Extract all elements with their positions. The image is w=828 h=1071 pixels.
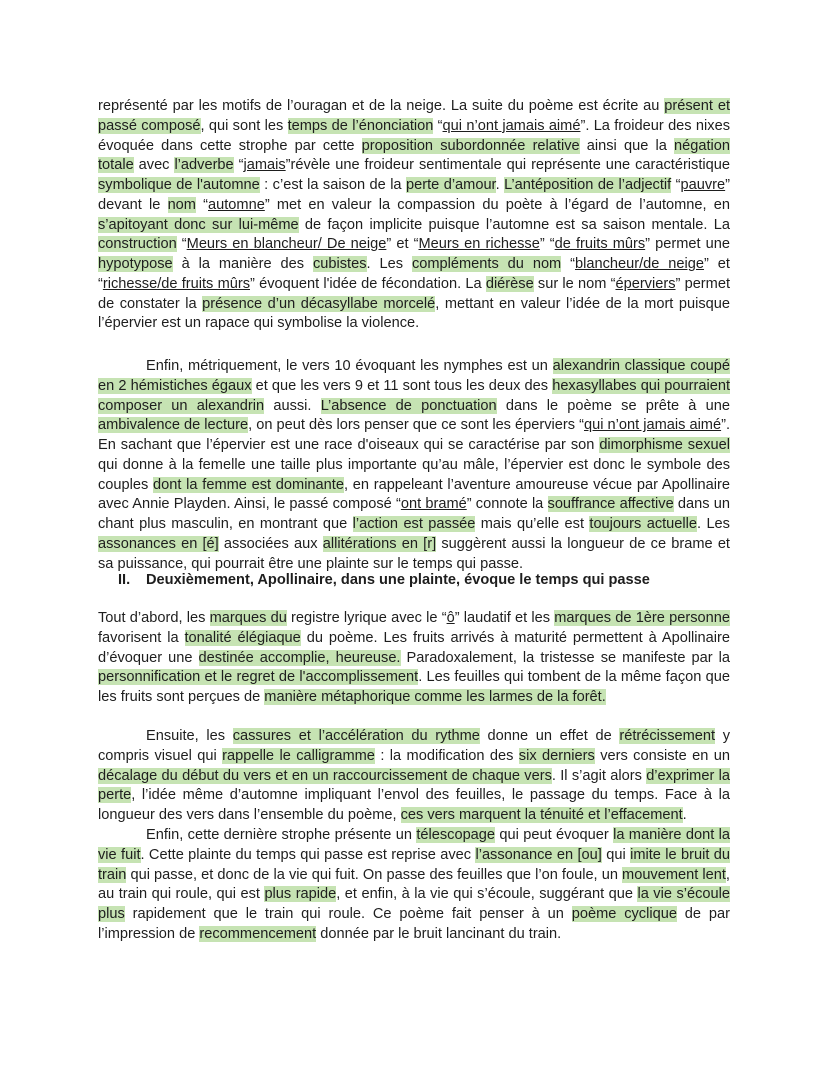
text-run: avec <box>133 157 175 174</box>
underlined-quote: éperviers <box>615 275 676 292</box>
text-run: . <box>682 807 687 823</box>
underlined-quote: jamais <box>243 157 286 174</box>
highlighted-text: souffrance affective <box>547 496 674 513</box>
text-run: de façon implicite puisque l’automne est sa saison mentale. La <box>298 216 730 233</box>
highlighted-text: présence d’un décasyllabe morcelé <box>202 295 436 312</box>
text-run: ” laudatif et les <box>454 610 555 626</box>
text-run: ” connote la <box>466 496 548 513</box>
highlighted-text: l’assonance en [ou] <box>475 846 602 863</box>
underlined-quote: pauvre <box>680 177 726 193</box>
text-run: : c’est la saison de la <box>259 177 406 193</box>
highlighted-text: plus rapide <box>264 886 337 903</box>
highlighted-text: marques du <box>209 610 287 626</box>
highlighted-text: ambivalence de lecture <box>98 417 249 434</box>
highlighted-text: télescopage <box>416 827 496 843</box>
highlighted-text: l’action est passée <box>352 516 476 532</box>
underlined-quote: richesse/de fruits mûrs <box>102 275 250 292</box>
text-run: ” et “ <box>98 256 730 292</box>
text-run: . Les <box>366 256 412 272</box>
text-run: ” évoquent l'idée de fécondation. La <box>250 275 486 292</box>
text-run: ”révèle une froideur sentimentale qui représente une caractéristique <box>285 157 730 174</box>
text-run: Enfin, cette dernière strophe présente un <box>146 827 417 843</box>
section-title: Deuxièmement, Apollinaire, dans une plainte, évoque le temps qui passe <box>146 572 650 588</box>
underlined-quote: qui n’ont jamais aimé <box>583 417 722 434</box>
text-run: dans un chant plus masculin, en montrant que <box>98 496 730 532</box>
highlighted-text: présent et passé composé <box>98 98 730 134</box>
highlighted-text: décalage du début du vers et en un raccourcissement de chaque vers <box>98 767 552 784</box>
text-run: : la modification des <box>374 747 519 764</box>
text-run: Ensuite, les <box>146 728 233 744</box>
text-run: “ <box>671 177 681 193</box>
highlighted-text: la vie s’écoule plus <box>98 886 730 922</box>
underlined-quote: qui n’ont jamais aimé <box>442 117 581 134</box>
highlighted-text: tonalité élégiaque <box>184 629 301 646</box>
text-run: , et enfin, à la vie qui s’écoule, suggérant que <box>336 886 638 903</box>
text-run: , en rappeleant l’aventure amoureuse vécue par Apollinaire avec Annie Playden. Ainsi, le passé composé “ <box>98 476 731 513</box>
text-run: ” devant le <box>98 177 731 213</box>
highlighted-text: L’antéposition de l’adjectif <box>504 177 672 193</box>
highlighted-text: six derniers <box>518 747 595 764</box>
text-run: Paradoxalement, la tristesse se manifeste par la <box>400 649 731 666</box>
text-run: à la manière des <box>172 256 313 272</box>
highlighted-text: allitérations en [r] <box>322 535 437 552</box>
text-run: registre lyrique avec le “ <box>286 610 447 626</box>
underlined-quote: ont bramé <box>400 496 467 513</box>
text-run: représenté par les motifs de l’ouragan et de la neige. La suite du poème est écrite au <box>98 98 665 114</box>
text-run: , qui sont les <box>200 117 288 134</box>
text-run: sur le nom “ <box>533 275 616 292</box>
highlighted-text: poème cyclique <box>571 906 677 922</box>
underlined-quote: blancheur/de neige <box>575 256 705 272</box>
text-run: rapidement que le train qui roule. Ce poème fait penser à un <box>124 906 572 922</box>
highlighted-text: cassures et l’accélération du rythme <box>232 728 480 744</box>
highlighted-text: temps de l’énonciation <box>287 117 434 134</box>
highlighted-text: l’adverbe <box>174 157 234 174</box>
highlighted-text: la manière dont la vie fuit <box>98 827 731 863</box>
text-run: “ <box>561 256 575 272</box>
highlighted-text: nom <box>167 196 196 213</box>
text-run: qui donne à la femelle une taille plus importante qu’au mâle, l’épervier est donc le symbole des couples <box>98 456 730 493</box>
highlighted-text: rétrécissement <box>619 728 716 744</box>
text-run: ” et “ <box>386 236 419 253</box>
text-run: ainsi que la <box>579 137 674 154</box>
text-run: . Les <box>697 516 730 532</box>
section-number: II. <box>118 572 131 588</box>
highlighted-text: dont la femme est dominante <box>153 476 344 493</box>
text-run: y compris visuel qui <box>98 728 731 764</box>
text-run: “ <box>433 117 443 134</box>
text-run: et que les vers 9 et 11 sont tous les deux des <box>251 377 553 394</box>
text-run: donnée par le bruit lancinant du train. <box>316 925 562 942</box>
text-run: qui <box>601 846 631 863</box>
highlighted-text: compléments du nom <box>411 256 562 272</box>
highlighted-text: mouvement lent <box>622 866 726 883</box>
paragraph-1 <box>98 97 730 334</box>
highlighted-text: diérèse <box>485 275 534 292</box>
text-run: . Les feuilles qui tombent de la même façon que les fruits sont perçues de <box>98 669 730 705</box>
highlighted-text: imite le bruit du train <box>98 846 730 883</box>
text-run: . Il s’agit alors <box>551 767 647 784</box>
text-run: qui peut évoquer <box>495 827 614 843</box>
text-run: , au train qui roule, qui est <box>98 866 730 903</box>
highlighted-text: symbolique de l'automne <box>98 177 260 193</box>
paragraph-3 <box>98 609 730 708</box>
highlighted-text: négation totale <box>98 137 730 174</box>
text-run: ”. La froideur des nixes évoquée dans cette strophe par cette <box>98 117 730 154</box>
text-run: du poème. Les fruits arrivés à maturité permettent à Apollinaire d’évoquer une <box>98 629 730 666</box>
text-run: ”. En sachant que l’épervier est une race d'oiseaux qui se caractérise par son <box>98 417 731 453</box>
underlined-quote: ô <box>446 610 455 626</box>
highlighted-text: personnification et le regret de l'accomplissement <box>98 669 419 686</box>
highlighted-text: d’exprimer la perte <box>98 767 730 804</box>
highlighted-text: perte d’amour <box>406 177 496 193</box>
text-run: , on peut dès lors penser que ce sont les éperviers “ <box>248 417 584 434</box>
text-run: “ <box>195 196 209 213</box>
paragraph-5 <box>98 826 730 945</box>
highlighted-text: s’apitoyant donc sur lui-même <box>98 216 299 233</box>
text-run: suggèrent aussi la longueur de ce brame et sa puissance, qui pourrait être une plainte sur le temps qui passe. <box>98 535 730 572</box>
underlined-quote: automne <box>208 196 265 213</box>
text-run: favorisent la <box>98 629 185 646</box>
text-run: , l’idée même d’automne impliquant l’envol des feuilles, le passage du temps. Face à la longueur des vers dans l’ensemble du poème, <box>98 787 730 823</box>
text-run: “ <box>233 157 244 174</box>
highlighted-text: alexandrin classique coupé en 2 hémistiches égaux <box>98 358 730 394</box>
highlighted-text: marques de 1ère personne <box>554 610 730 626</box>
text-run: mais qu’elle est <box>475 516 590 532</box>
text-run: associées aux <box>218 535 323 552</box>
highlighted-text: cubistes <box>312 256 367 272</box>
text-run: Tout d’abord, les <box>98 610 210 626</box>
paragraph-2 <box>98 357 730 574</box>
section-heading <box>118 570 738 590</box>
text-run: , mettant en valeur l’idée de la mort puisque l’épervier est un rapace qui symbolise la violence. <box>98 295 730 332</box>
highlighted-text: hexasyllabes qui pourraient composer un alexandrin <box>98 377 730 414</box>
highlighted-text: dimorphisme sexuel <box>599 437 730 453</box>
text-run: ” permet de constater la <box>98 275 730 312</box>
text-run: dans le poème se prête à une <box>496 397 730 414</box>
paragraph-4 <box>98 727 730 826</box>
highlighted-text: hypotypose <box>98 256 173 272</box>
highlighted-text: toujours actuelle <box>589 516 697 532</box>
highlighted-text: rappelle le calligramme <box>222 747 375 764</box>
text-run: de par l’impression de <box>98 906 730 942</box>
text-run: . <box>495 177 505 193</box>
underlined-quote: Meurs en blancheur/ De neige <box>186 236 387 253</box>
highlighted-text: construction <box>98 236 177 253</box>
text-run: Enfin, métriquement, le vers 10 évoquant les nymphes est un <box>146 358 553 374</box>
highlighted-text: proposition subordonnée relative <box>361 137 580 154</box>
underlined-quote: de fruits mûrs <box>554 236 646 253</box>
text-run: vers consiste en un <box>594 747 731 764</box>
highlighted-text: ces vers marquent la ténuité et l’effacement <box>400 807 683 823</box>
highlighted-text: manière métaphorique comme les larmes de la forêt. <box>264 689 606 705</box>
text-run: ” met en valeur la compassion du poète à l’égard de l’automne, en <box>264 196 730 213</box>
highlighted-text: assonances en [é] <box>98 535 219 552</box>
text-run: “ <box>176 236 187 253</box>
text-run: . Cette plainte du temps qui passe est reprise avec <box>140 846 476 863</box>
text-run: ” “ <box>539 236 555 253</box>
highlighted-text: destinée accomplie, heureuse. <box>198 649 401 666</box>
text-run: qui passe, et donc de la vie qui fuit. On passe des feuilles que l’on foule, un <box>126 866 623 883</box>
highlighted-text: recommencement <box>199 925 317 942</box>
text-run: ” permet une <box>645 236 730 253</box>
text-run: donne un effet de <box>479 728 620 744</box>
underlined-quote: Meurs en richesse <box>418 236 540 253</box>
highlighted-text: L’absence de ponctuation <box>320 397 497 414</box>
text-run: aussi. <box>264 397 321 414</box>
